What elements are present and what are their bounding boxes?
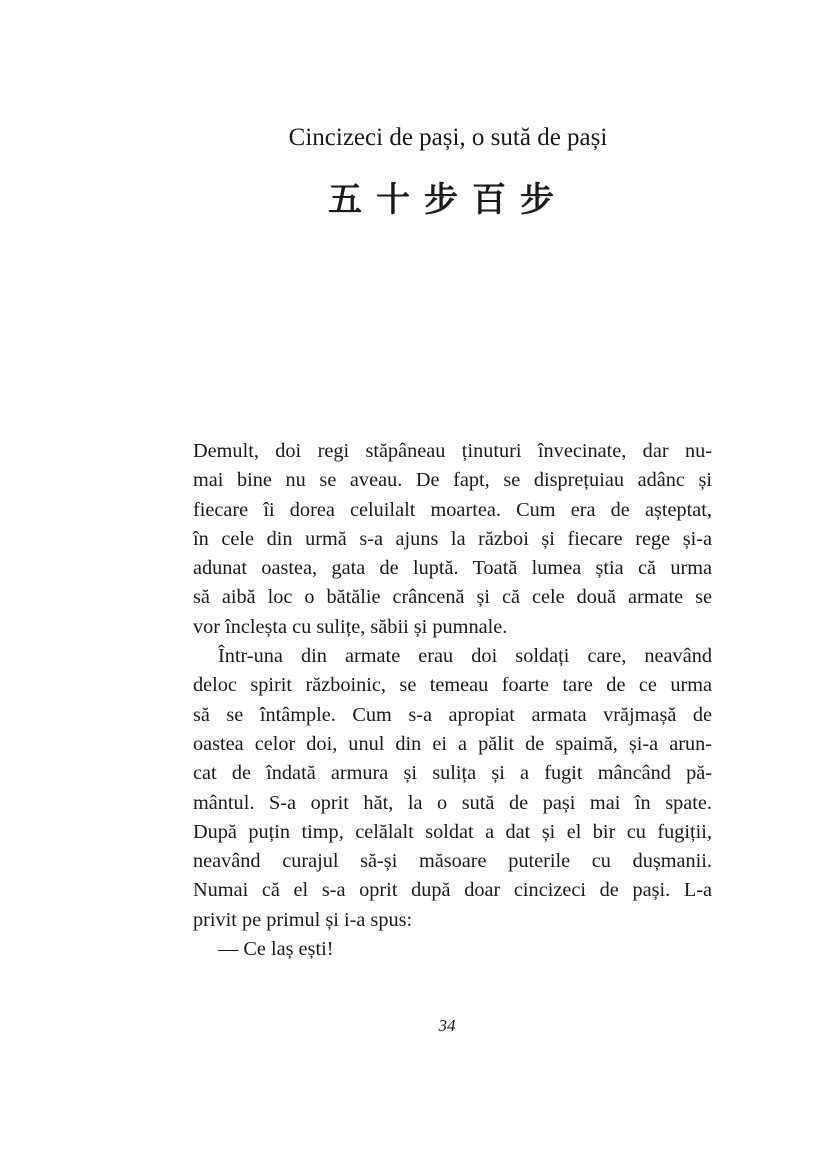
text-line: cat de îndată armura și sulița și a fugit mâncând pă-: [193, 762, 712, 785]
text-line: — Ce laș ești!: [218, 938, 334, 961]
text-line: să aibă loc o bătălie crâncenă și că cele două armate se: [193, 586, 712, 609]
paragraph: [193, 437, 712, 642]
text-line: fiecare îi dorea celuilalt moartea. Cum era de așteptat,: [193, 498, 712, 521]
text-line: mântul. S-a oprit hăt, la o sută de pași mai în spate.: [193, 791, 712, 814]
paragraph: [193, 935, 712, 964]
page-number: 34: [438, 1016, 456, 1035]
text-line: adunat oastea, gata de luptă. Toată lumea știa că urma: [193, 557, 712, 580]
text-line: oastea celor doi, unul din ei a pălit de spaimă, și-a arun-: [193, 732, 712, 755]
chapter-title: Cincizeci de pași, o sută de pași: [288, 124, 608, 151]
text-line: privit pe primul și i-a spus:: [193, 908, 413, 931]
text-line: Numai că el s-a oprit după doar cincizeci de pași. L-a: [193, 879, 712, 902]
chinese-title: 五十步百步: [328, 180, 568, 220]
text-line: vor încleșta cu sulițe, săbii și pumnale.: [193, 615, 508, 638]
text-line: Demult, doi regi stăpâneau ținuturi învecinate, dar nu-: [193, 440, 712, 462]
paragraph: [193, 642, 712, 935]
text-line: în cele din urmă s-a ajuns la război și fiecare rege și-a: [193, 527, 712, 550]
body-text: [193, 437, 712, 964]
text-line: Într-una din armate erau doi soldați care, neavând: [218, 645, 712, 668]
text-line: mai bine nu se aveau. De fapt, se disprețuiau adânc și: [193, 469, 712, 492]
text-line: După puțin timp, celălalt soldat a dat și el bir cu fugiții,: [193, 820, 712, 843]
text-line: să se întâmple. Cum s-a apropiat armata vrăjmașă de: [193, 703, 712, 726]
text-line: neavând curajul să-și măsoare puterile cu dușmanii.: [193, 850, 712, 873]
text-line: deloc spirit războinic, se temeau foarte tare de ce urma: [193, 674, 712, 697]
